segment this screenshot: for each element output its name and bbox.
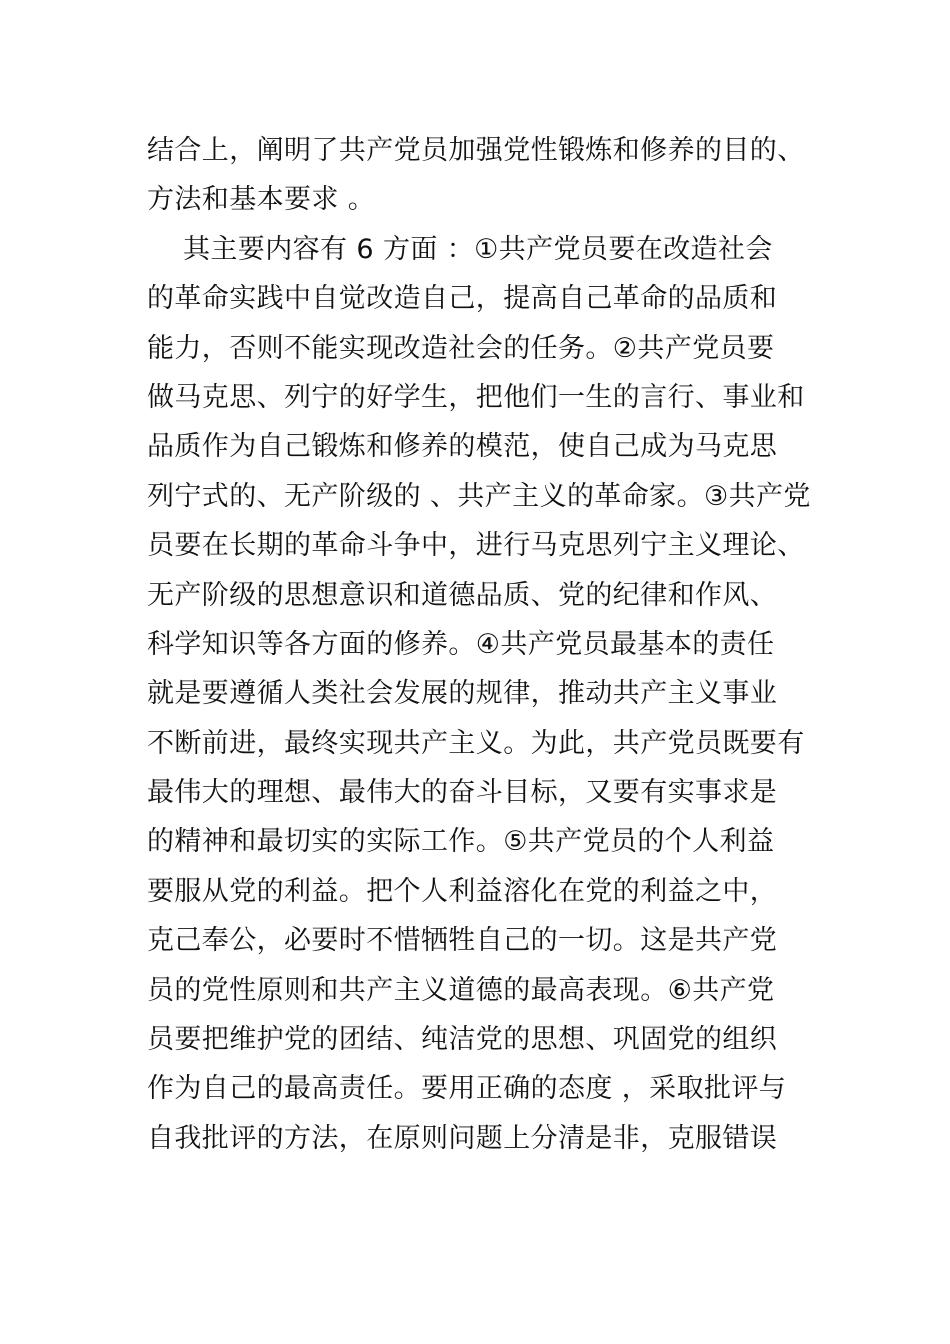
text-line: 自我批评的方法，在原则问题上分清是非，克服错误 bbox=[147, 1122, 778, 1154]
text-line: 方法和基本要求 。 bbox=[147, 184, 376, 216]
text-line: 就是要遵循人类社会发展的规律，推动共产主义事业 bbox=[147, 678, 778, 710]
text-line: 能力，否则不能实现改造社会的任务。②共产党员要 bbox=[147, 332, 775, 364]
text-line: 最伟大的理想、最伟大的奋斗目标，又要有实事求是 bbox=[147, 777, 778, 809]
text-line: 员要在长期的革命斗争中，进行马克思列宁主义理论、 bbox=[147, 530, 805, 562]
text-line: 其主要内容有 6 方面 ：①共产党员要在改造社会 bbox=[183, 233, 773, 265]
text-line: 结合上，阐明了共产党员加强党性锻炼和修养的目的、 bbox=[147, 135, 805, 166]
text-line: 科学知识等各方面的修养。④共产党员最基本的责任 bbox=[147, 628, 775, 660]
paragraph-1 bbox=[147, 126, 837, 225]
document-body bbox=[147, 126, 837, 1163]
text-line: 品质作为自己锻炼和修养的模范，使自己成为马克思 bbox=[147, 431, 778, 463]
text-line: 员的党性原则和共产主义道德的最高表现。⑥共产党 bbox=[147, 974, 775, 1006]
text-line: 作为自己的最高责任。要用正确的态度 ，采取批评与 bbox=[147, 1073, 787, 1105]
text-line: 做马克思、列宁的好学生，把他们一生的言行、事业和 bbox=[147, 381, 805, 413]
text-line: 员要把维护党的团结、纯洁党的思想、巩固党的组织 bbox=[147, 1024, 778, 1056]
text-line: 克己奉公，必要时不惜牺牲自己的一切。这是共产党 bbox=[147, 925, 778, 957]
paragraph-2 bbox=[147, 225, 837, 1163]
text-line: 的精神和最切实的实际工作。⑤共产党员的个人利益 bbox=[147, 826, 775, 858]
text-line: 列宁式的、无产阶级的 、共产主义的革命家。③共产党 bbox=[147, 480, 811, 512]
text-line: 不断前进，最终实现共产主义。为此，共产党员既要有 bbox=[147, 727, 805, 759]
text-line: 的革命实践中自觉改造自己，提高自己革命的品质和 bbox=[147, 283, 778, 315]
text-line: 无产阶级的思想意识和道德品质、党的纪律和作风、 bbox=[147, 579, 778, 611]
text-line: 要服从党的利益。把个人利益溶化在党的利益之中， bbox=[147, 875, 778, 907]
